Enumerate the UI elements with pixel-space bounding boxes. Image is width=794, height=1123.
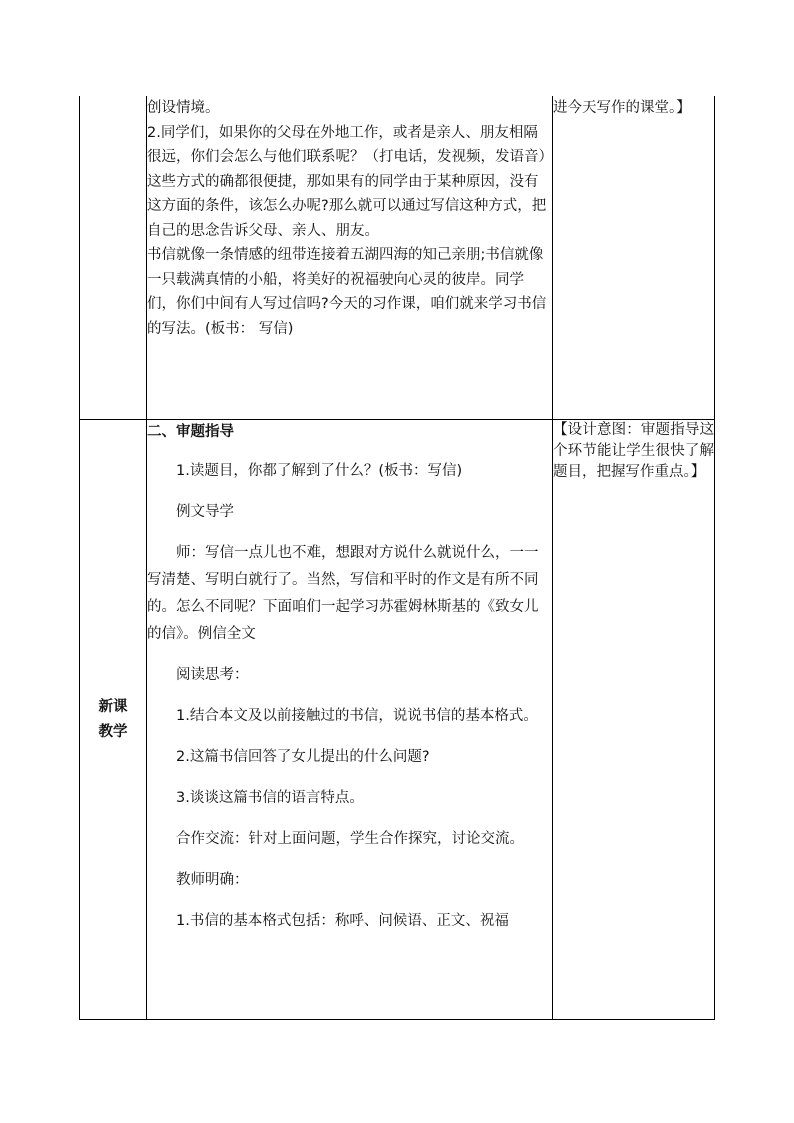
paragraph: 2.同学们，如果你的父母在外地工作，或者是亲人、朋友相隔很远，你们会怎么与他们联系呢？（打电话，发视频，发语音）这些方式的确都很便捷，那如果有的同学由于某种原因，没有这方面的条件，该怎么办呢?那么就可以通过写信这种方式，把自己的思念告诉父母、亲人、朋友。 [147,124,547,239]
design-intent-text: 进今天写作的课堂。】 [553,100,691,116]
paragraph: 教师明确： [176,872,249,888]
paragraph: 2.这篇书信回答了女儿提出的什么问题? [176,749,430,765]
row1-content-cell [147,96,553,420]
section-label-cell [80,420,147,1020]
paragraph: 阅读思考： [176,667,249,683]
paragraph: 1.书信的基本格式包括：称呼、问候语、正文、祝福 [176,913,509,929]
row2-content-cell [147,420,553,1020]
section-label-line: 新课 [98,699,128,715]
paragraph: 1.结合本文及以前接触过的书信，说说书信的基本格式。 [176,708,538,724]
paragraph: 书信就像一条情感的纽带连接着五湖四海的知己亲朋;书信就像一只载满真情的小船，将美好的祝福驶向心灵的彼岸。同学们，你们中间有人写过信吗?今天的习作课，咱们就来学习书信的写法。(板书： 写信) [147,247,547,337]
paragraph: 师：写信一点儿也不难，想跟对方说什么就说什么，一一写清楚、写明白就行了。当然，写信和平时的作文是有所不同的。怎么不同呢？下面咱们一起学习苏霍姆林斯基的《致女儿的信》。例信全文 [147,545,539,642]
row2-design-intent-cell [553,420,715,1020]
section-label-line: 教学 [98,723,128,740]
paragraph: 合作交流：针对上面问题，学生合作探究，讨论交流。 [176,831,524,847]
table-row [80,96,715,420]
paragraph: 1.读题目，你都了解到了什么？(板书：写信) [176,463,463,479]
lesson-plan-table [79,96,715,1020]
table-row [80,420,715,1020]
row1-design-intent-cell [553,96,715,420]
design-intent-text: 【设计意图：审题指导这个环节能让学生很快了解题目，把握写作重点。】 [553,422,714,480]
section-heading: 二、审题指导 [147,424,234,440]
paragraph: 例文导学 [176,504,234,520]
paragraph: 创设情境。 [147,100,220,116]
row1-label-cell [80,96,147,420]
paragraph: 3.谈谈这篇书信的语言特点。 [176,790,364,806]
